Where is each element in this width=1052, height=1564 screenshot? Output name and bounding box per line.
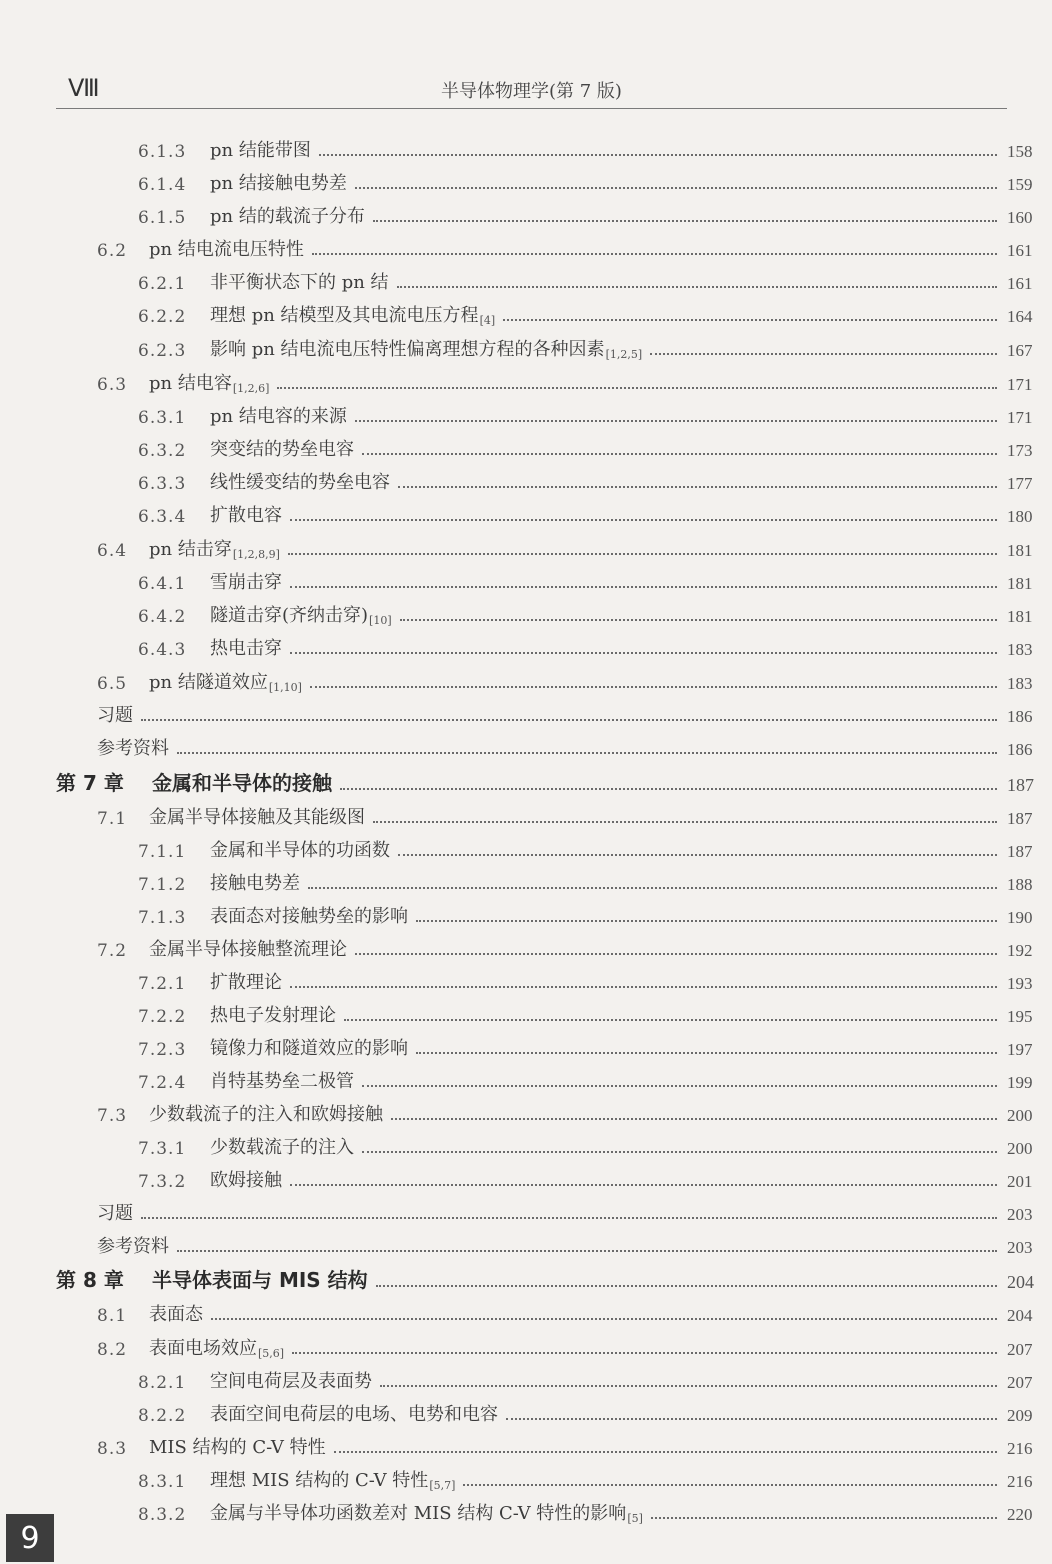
toc-section-title: pn 结电容 [149,373,232,394]
toc-section-title: 欧姆接触 [210,1170,282,1191]
toc-row[interactable] [0,628,1052,660]
toc-section-number: 7.3.2 [138,1172,187,1192]
toc-page-number: 187 [1007,842,1033,861]
toc-entry [0,335,642,361]
toc-reference-superscript: [5] [627,1512,643,1525]
toc-page-number: 203 [1007,1205,1033,1224]
toc-page-number: 171 [1007,408,1033,427]
toc-leader-dots [292,1351,997,1354]
toc-section-title: 突变结的势垒电容 [210,439,354,460]
toc-entry [0,634,282,660]
toc-page-number: 204 [1007,1306,1033,1325]
toc-leader-dots [380,1384,997,1387]
toc-page-number: 201 [1007,1172,1033,1191]
toc-entry [0,468,390,494]
toc-page-number: 181 [1007,607,1033,626]
toc-section-number: 6.4.3 [138,640,187,660]
toc-section-title: 半导体表面与 MIS 结构 [152,1268,368,1292]
toc-chapter-row[interactable] [0,1261,1052,1293]
toc-row[interactable] [0,295,1052,327]
toc-leader-dots [141,1216,997,1219]
toc-section-title: 表面态 [149,1304,203,1325]
toc-leader-dots [310,685,997,688]
toc-leader-dots [391,1117,997,1120]
toc-row[interactable] [0,995,1052,1027]
toc-leader-dots [290,518,997,521]
toc-row[interactable] [0,863,1052,895]
toc-section-number: 8.2 [97,1340,128,1360]
toc-section-number: 8.2.2 [138,1406,187,1426]
toc-section-title: 线性缓变结的势垒电容 [210,472,390,493]
toc-section-number: 6.3.2 [138,441,187,461]
toc-section-number: 6.2 [97,241,128,261]
toc-section-number: 8.2.1 [138,1373,187,1393]
toc-section-number: 6.2.2 [138,307,187,327]
toc-section-number: 8.3.2 [138,1505,187,1525]
toc-entry [0,1100,383,1126]
toc-entry [0,235,304,261]
toc-leader-dots [416,1051,997,1054]
toc-leader-dots [355,952,997,955]
toc-page-number: 193 [1007,974,1033,993]
toc-page-number: 216 [1007,1439,1033,1458]
toc-page-number: 160 [1007,208,1033,227]
toc-entry [0,1334,284,1360]
toc-page-number: 203 [1007,1238,1033,1257]
toc-page-number: 161 [1007,241,1033,260]
toc-leader-dots [211,1317,997,1320]
toc-row[interactable] [0,462,1052,494]
toc-section-title: 参考资料 [97,1236,169,1257]
toc-page-number: 183 [1007,674,1033,693]
toc-leader-dots [397,285,997,288]
toc-section-number: 7.3 [97,1106,128,1126]
toc-row[interactable] [0,1493,1052,1525]
toc-row[interactable] [0,1361,1052,1393]
toc-section-title: 隧道击穿(齐纳击穿) [210,605,369,626]
toc-row[interactable] [0,363,1052,395]
toc-row[interactable] [0,429,1052,461]
toc-section-title: 表面电场效应 [149,1338,257,1359]
toc-chapter-row[interactable] [0,764,1052,796]
toc-entry [0,668,302,694]
toc-section-number: 6.3.4 [138,507,187,527]
toc-row[interactable] [0,1294,1052,1326]
toc-page-number: 188 [1007,875,1033,894]
toc-section-title: 热电击穿 [210,638,282,659]
toc-entry [0,402,347,428]
toc-section-title: 金属与半导体功函数差对 MIS 结构 C-V 特性的影响 [210,1503,627,1524]
toc-reference-superscript: [4] [479,314,496,327]
toc-entry [0,301,495,327]
toc-section-title: 少数载流子的注入 [210,1137,354,1158]
toc-section-number: 6.1.4 [138,175,187,195]
toc-section-title: pn 结电容的来源 [210,406,347,427]
toc-section-number: 6.5 [97,674,128,694]
toc-section-title: pn 结击穿 [149,539,232,560]
toc-leader-dots [334,1450,997,1453]
toc-page-number: 159 [1007,175,1033,194]
toc-section-number: 7.1.2 [138,875,187,895]
toc-page-number: 180 [1007,507,1033,526]
toc-row[interactable] [0,396,1052,428]
toc-page-number: 200 [1007,1106,1033,1125]
toc-entry [0,1300,203,1326]
toc-row[interactable] [0,1160,1052,1192]
toc-page-number: 207 [1007,1373,1033,1392]
toc-row[interactable] [0,529,1052,561]
toc-row[interactable] [0,1193,1052,1225]
toc-leader-dots [177,1249,997,1252]
toc-entry [0,568,282,594]
toc-section-title: 习题 [97,1203,133,1224]
toc-leader-dots [290,651,997,654]
toc-section-number: 6.3.1 [138,408,187,428]
toc-entry [0,803,365,829]
toc-row[interactable] [0,329,1052,361]
toc-reference-superscript: [5,6] [258,1347,285,1360]
toc-entry [0,501,282,527]
page-number-roman: Ⅷ [68,76,99,102]
toc-section-number: 7.2.2 [138,1007,187,1027]
toc-reference-superscript: [5,7] [429,1479,456,1492]
toc-section-title: pn 结能带图 [210,140,311,161]
toc-row[interactable] [0,962,1052,994]
toc-reference-superscript: [10] [369,614,392,627]
toc-leader-dots [319,153,997,156]
toc-leader-dots [376,1284,997,1287]
toc-leader-dots [312,252,997,255]
toc-page-number: 186 [1007,740,1033,759]
toc-section-number: 6.1.3 [138,142,187,162]
toc-section-number: 6.4.1 [138,574,187,594]
toc-section-number: 7.2.4 [138,1073,187,1093]
toc-section-title: pn 结隧道效应 [149,672,268,693]
toc-row[interactable] [0,728,1052,760]
toc-page-number: 187 [1007,809,1033,828]
toc-row[interactable] [0,797,1052,829]
toc-reference-superscript: [1,2,5] [605,348,643,361]
toc-row[interactable] [0,1328,1052,1360]
toc-entry [0,169,347,195]
toc-entry [0,968,282,994]
toc-page-number: 167 [1007,341,1033,360]
toc-section-title: 习题 [97,705,133,726]
toc-leader-dots [308,886,997,889]
toc-page-number: 183 [1007,640,1033,659]
toc-section-title: pn 结的载流子分布 [210,206,365,227]
toc-entry [0,1232,169,1258]
toc-row[interactable] [0,1028,1052,1060]
toc-row[interactable] [0,196,1052,228]
toc-reference-superscript: [1,2,8,9] [232,548,280,561]
toc-row[interactable] [0,830,1052,862]
toc-section-title: 肖特基势垒二极管 [210,1071,354,1092]
toc-entry [0,136,311,162]
toc-section-number: 7.2.1 [138,974,187,994]
toc-leader-dots [398,485,997,488]
toc-section-number: 6.4.2 [138,607,187,627]
toc-section-title: 扩散理论 [210,972,282,993]
toc-leader-dots [290,585,997,588]
toc-section-title: 理想 pn 结模型及其电流电压方程 [210,305,479,326]
toc-leader-dots [651,1516,997,1519]
toc-page-number: 177 [1007,474,1033,493]
toc-leader-dots [362,452,997,455]
toc-leader-dots [288,552,997,555]
toc-leader-dots [340,787,997,790]
toc-row[interactable] [0,929,1052,961]
toc-row[interactable] [0,262,1052,294]
toc-section-number: 6.2.3 [138,341,187,361]
toc-entry [0,1433,326,1459]
toc-row[interactable] [0,1460,1052,1492]
page-badge: 9 [6,1514,54,1562]
toc-section-number: 8.3.1 [138,1472,187,1492]
toc-page-number: 200 [1007,1139,1033,1158]
toc-leader-dots [177,751,997,754]
toc-page-number: 158 [1007,142,1033,161]
toc-section-title: 接触电势差 [210,873,300,894]
toc-page-number: 186 [1007,707,1033,726]
toc-entry [0,268,389,294]
toc-entry [0,601,392,627]
toc-leader-dots [373,219,997,222]
toc-entry [0,1067,354,1093]
toc-entry [0,836,390,862]
toc-section-number: 7.1 [97,809,128,829]
toc-section-title: 表面态对接触势垒的影响 [210,906,408,927]
toc-leader-dots [141,718,997,721]
toc-page-number: 192 [1007,941,1033,960]
toc-entry [0,1199,133,1225]
toc-leader-dots [398,853,997,856]
toc-section-title: 影响 pn 结电流电压特性偏离理想方程的各种因素 [210,339,605,360]
toc-page-number: 209 [1007,1406,1033,1425]
toc-entry [0,202,365,228]
toc-row[interactable] [0,229,1052,261]
toc-section-title: 参考资料 [97,738,169,759]
toc-leader-dots [277,386,997,389]
toc-section-title: 理想 MIS 结构的 C-V 特性 [210,1470,429,1491]
toc-entry [0,1367,372,1393]
toc-entry [0,1466,455,1492]
toc-entry [0,1264,368,1293]
toc-leader-dots [362,1084,997,1087]
toc-page-number: 195 [1007,1007,1033,1026]
toc-entry [0,902,408,928]
toc-leader-dots [463,1483,997,1486]
toc-leader-dots [503,318,997,321]
toc-page-number: 216 [1007,1472,1033,1491]
toc-page-number: 173 [1007,441,1033,460]
toc-entry [0,1499,643,1525]
toc-leader-dots [290,1183,997,1186]
toc-section-number: 7.2.3 [138,1040,187,1060]
toc-section-number: 第 8 章 [56,1268,124,1292]
toc-reference-superscript: [1,10] [268,681,302,694]
toc-page-number: 164 [1007,307,1033,326]
toc-section-number: 6.4 [97,541,128,561]
toc-section-title: 金属半导体接触整流理论 [149,939,347,960]
toc-page-number: 207 [1007,1340,1033,1359]
toc-page-number: 220 [1007,1505,1033,1524]
toc-row[interactable] [0,662,1052,694]
toc-section-number: 7.1.3 [138,908,187,928]
toc-leader-dots [355,419,997,422]
toc-page-number: 190 [1007,908,1033,927]
toc-leader-dots [416,919,997,922]
toc-section-title: 金属和半导体的功函数 [210,840,390,861]
toc-section-title: pn 结电流电压特性 [149,239,304,260]
toc-leader-dots [355,186,997,189]
toc-entry [0,767,332,796]
toc-leader-dots [650,352,997,355]
toc-section-number: 6.1.5 [138,208,187,228]
toc-section-title: 非平衡状态下的 pn 结 [210,272,389,293]
toc-section-title: 扩散电容 [210,505,282,526]
toc-section-number: 第 7 章 [56,771,124,795]
toc-page-number: 204 [1007,1272,1034,1292]
toc-entry [0,1166,282,1192]
toc-page-number: 181 [1007,541,1033,560]
toc-entry [0,435,354,461]
toc-entry [0,1034,408,1060]
toc-entry [0,1400,498,1426]
toc-leader-dots [400,618,997,621]
toc-row[interactable] [0,562,1052,594]
toc-row[interactable] [0,495,1052,527]
toc-section-title: 表面空间电荷层的电场、电势和电容 [210,1404,498,1425]
toc-entry [0,535,280,561]
toc-reference-superscript: [1,2,6] [232,382,270,395]
toc-section-number: 6.3 [97,375,128,395]
toc-entry [0,369,269,395]
toc-page-number: 161 [1007,274,1033,293]
toc-leader-dots [362,1150,997,1153]
toc-section-title: 镜像力和隧道效应的影响 [210,1038,408,1059]
toc-entry [0,1133,354,1159]
toc-section-title: 空间电荷层及表面势 [210,1371,372,1392]
toc-section-title: 少数载流子的注入和欧姆接触 [149,1104,383,1125]
toc-section-number: 8.3 [97,1439,128,1459]
toc-page-number: 197 [1007,1040,1033,1059]
toc-section-number: 7.1.1 [138,842,187,862]
toc-section-number: 7.2 [97,941,128,961]
toc-page-number: 187 [1007,775,1034,795]
toc-row[interactable] [0,695,1052,727]
book-title: 半导体物理学(第 7 版) [441,81,622,102]
toc-entry [0,869,300,895]
toc-leader-dots [506,1417,997,1420]
toc-row[interactable] [0,163,1052,195]
toc-leader-dots [373,820,997,823]
toc-row[interactable] [0,1094,1052,1126]
toc-row[interactable] [0,896,1052,928]
toc-row[interactable] [0,1394,1052,1426]
toc-page-number: 181 [1007,574,1033,593]
toc-page-number: 171 [1007,375,1033,394]
toc-section-title: 金属半导体接触及其能级图 [149,807,365,828]
toc-section-title: 雪崩击穿 [210,572,282,593]
toc-entry [0,734,169,760]
toc-row[interactable] [0,130,1052,162]
toc-row[interactable] [0,1127,1052,1159]
toc-section-number: 8.1 [97,1306,128,1326]
toc-entry [0,935,347,961]
toc-row[interactable] [0,1226,1052,1258]
toc-section-title: MIS 结构的 C-V 特性 [149,1437,326,1458]
toc-section-number: 6.3.3 [138,474,187,494]
toc-section-title: 金属和半导体的接触 [152,771,332,795]
toc-row[interactable] [0,595,1052,627]
toc-leader-dots [344,1018,997,1021]
toc-page-number: 199 [1007,1073,1033,1092]
toc-section-number: 6.2.1 [138,274,187,294]
toc-row[interactable] [0,1061,1052,1093]
toc-section-number: 7.3.1 [138,1139,187,1159]
toc-entry [0,701,133,727]
toc-leader-dots [290,985,997,988]
page-header [56,72,1007,109]
toc-row[interactable] [0,1427,1052,1459]
toc-section-title: pn 结接触电势差 [210,173,347,194]
toc-section-title: 热电子发射理论 [210,1005,336,1026]
toc-entry [0,1001,336,1027]
